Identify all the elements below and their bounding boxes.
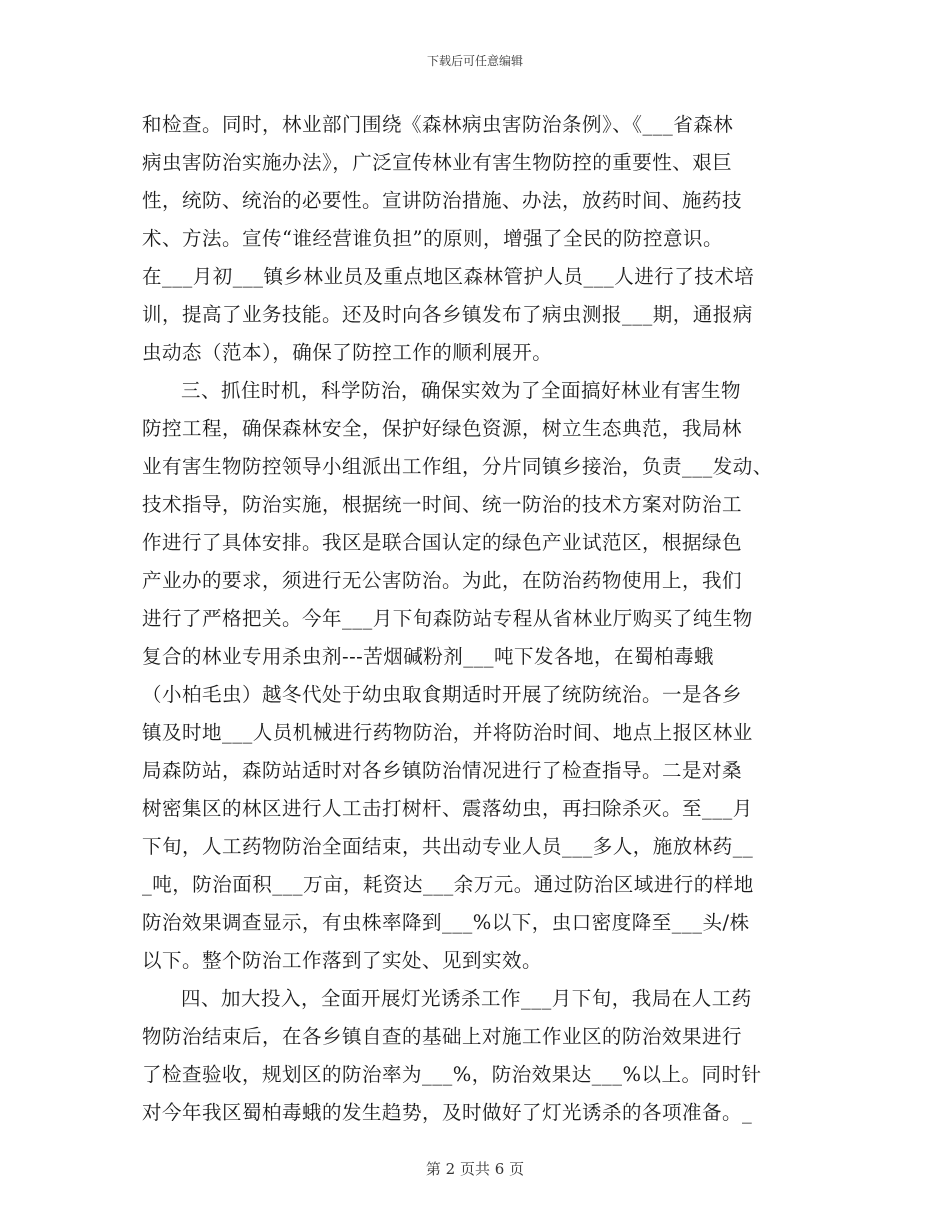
body-line: 性，统防、统治的必要性。宣讲防治措施、办法，放药时间、施药技 [142,189,743,212]
body-line: 进行了严格把关。今年___月下旬森防站专程从省林业厅购买了纯生物 [142,607,753,630]
body-line: 防控工程，确保森林安全，保护好绿色资源，树立生态典范，我局林 [142,417,743,440]
body-line: 物防治结束后，在各乡镇自查的基础上对施工作业区的防治效果进行 [142,1025,743,1048]
body-line: 下旬，人工药物防治全面结束，共出动专业人员___多人，施放林药__ [142,835,754,858]
body-line: 镇及时地___人员机械进行药物防治，并将防治时间、地点上报区林业 [142,721,753,744]
body-line: 产业办的要求，须进行无公害防治。为此，在防治药物使用上，我们 [142,569,743,592]
body-line: （小柏毛虫）越冬代处于幼虫取食期适时开展了统防统治。一是各乡 [142,683,743,706]
page-footer: 第 2 页共 6 页 [425,1160,525,1178]
body-line: 对今年我区蜀柏毒蛾的发生趋势，及时做好了灯光诱杀的各项准备。_ [142,1101,753,1124]
body-line: 了检查验收，规划区的防治率为___%，防治效果达___%以上。同时针 [142,1063,762,1086]
body-line: 术、方法。宣传“谁经营谁负担”的原则，增强了全民的防控意识。 [142,227,723,250]
section-three-heading-line: 三、抓住时机，科学防治，确保实效为了全面搞好林业有害生物 [181,379,742,402]
body-line: 防治效果调查显示，有虫株率降到___%以下，虫口密度降至___头/株 [142,911,750,934]
body-line: _吨，防治面积___万亩，耗资达___余万元。通过防治区域进行的样地 [142,873,754,896]
body-line: 以下。整个防治工作落到了实处、见到实效。 [142,949,543,972]
body-line: 复合的林业专用杀虫剂---苦烟碱粉剂___吨下发各地，在蜀柏毒蛾 [142,645,715,668]
body-line: 作进行了具体安排。我区是联合国认定的绿色产业试范区，根据绿色 [142,531,743,554]
section-four-heading-line: 四、加大投入，全面开展灯光诱杀工作___月下旬，我局在人工药 [181,987,752,1010]
body-line: 在___月初___镇乡林业员及重点地区森林管护人员___人进行了技术培 [142,265,755,288]
body-line: 虫动态（范本），确保了防控工作的顺利展开。 [142,341,553,364]
body-line: 和检查。同时，林业部门围绕《森林病虫害防治条例》、《___省森林 [142,113,734,136]
body-line: 技术指导，防治实施，根据统一时间、统一防治的技术方案对防治工 [142,493,743,516]
body-line: 病虫害防治实施办法》，广泛宣传林业有害生物防控的重要性、艰巨 [142,151,733,174]
body-line: 训，提高了业务技能。还及时向各乡镇发布了病虫测报___期，通报病 [142,303,753,326]
page-header: 下载后可任意编辑 [426,54,523,68]
body-line: 局森防站，森防站适时对各乡镇防治情况进行了检查指导。二是对桑 [142,759,743,782]
body-line: 业有害生物防控领导小组派出工作组，分片同镇乡接治，负责___发动、 [142,455,773,478]
body-line: 树密集区的林区进行人工击打树杆、震落幼虫，再扫除杀灭。至___月 [142,797,753,820]
